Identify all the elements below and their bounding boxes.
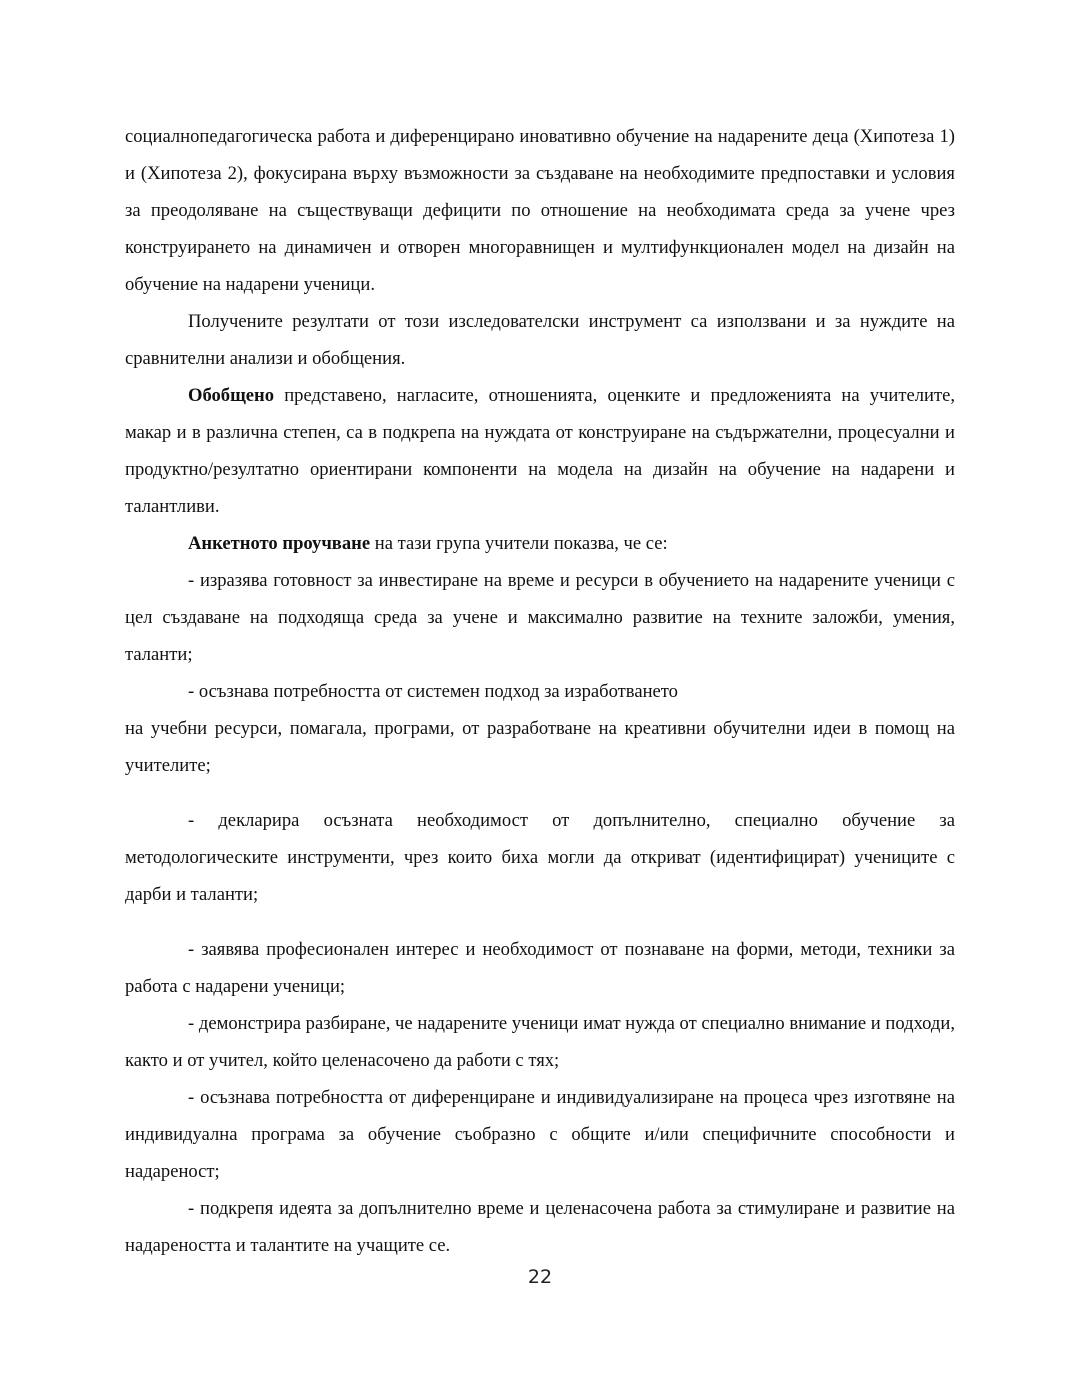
summary-lead: Обобщено: [188, 385, 275, 406]
paragraph-survey-intro: [125, 525, 955, 562]
finding-item: - подкрепя идеята за допълнително време и целенасочена работа за стимулиране и развитие на надареността и талантите на учащите се.: [125, 1198, 955, 1256]
survey-text: на тази група учители показва, че се:: [370, 533, 668, 554]
paragraph-results: Получените резултати от този изследователски инструмент са използвани и за нуждите на сравнителни анализи и обобщения.: [125, 311, 955, 369]
finding-item: - демонстрира разбиране, че надарените ученици имат нужда от специално внимание и подходи, както и от учител, който целенасочено да работи с тях;: [125, 1013, 955, 1071]
page-number: 22: [527, 1266, 553, 1288]
finding-item: - изразява готовност за инвестиране на време и ресурси в обучението на надарените ученици с цел създаване на подходяща среда за учене и максимално развитие на техните заложби, умения, таланти;: [125, 570, 955, 665]
paragraph-summary: [125, 377, 955, 525]
finding-item: - заявява професионален интерес и необходимост от познаване на форми, методи, техники за работа с надарени ученици;: [125, 939, 955, 997]
finding-item-head: - осъзнава потребността от системен подход за изработването: [188, 681, 678, 702]
document-page: [125, 118, 955, 1264]
finding-item: - осъзнава потребността от диференциране и индивидуализиране на процеса чрез изготвяне на индивидуална програма за обучение съобразно с общите и/или специфичните способности и надареност;: [125, 1087, 955, 1182]
paragraph-hypotheses: социалнопедагогическа работа и диференцирано иновативно обучение на надарените деца (Хипотеза 1) и (Хипотеза 2), фокусирана върху възможности за създаване на необходимите предпоставки и условия за преодоляване на съществуващи дефицити по отношение на необходимата среда за учене чрез конструирането на динамичен и отворен многоравнищен и мултифункционален модел на дизайн на обучение на надарени ученици.: [125, 126, 955, 295]
finding-item: - декларира осъзната необходимост от допълнително, специално обучение за методологическите инструменти, чрез които биха могли да откриват (идентифицират) учениците с дарби и таланти;: [125, 810, 955, 905]
finding-item-continuation: на учебни ресурси, помагала, програми, от разработване на креативни обучителни идеи в помощ на учителите;: [125, 718, 955, 776]
survey-lead: Анкетното проучване: [188, 533, 371, 554]
summary-text: представено, нагласите, отношенията, оценките и предложенията на учителите, макар и в различна степен, са в подкрепа на нуждата от конструиране на съдържателни, процесуални и продуктно/резултатно ориентирани компоненти на модела на дизайн на обучение на надарени и талантливи.: [125, 385, 955, 517]
